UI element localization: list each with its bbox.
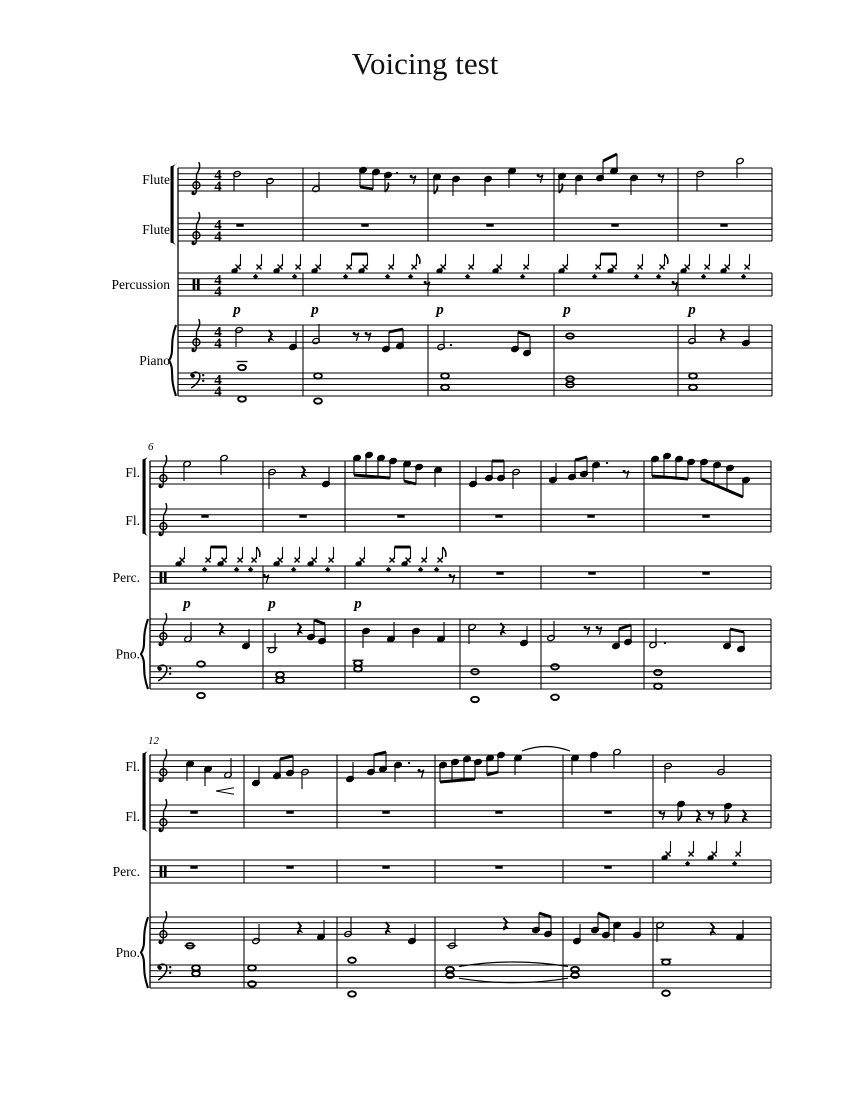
instrument-label bbox=[116, 647, 140, 662]
treble-clef-icon bbox=[192, 212, 200, 244]
beamed-notes bbox=[612, 625, 632, 650]
score-title: Voicing test bbox=[351, 46, 499, 81]
percussion-note bbox=[558, 254, 567, 273]
whole-note bbox=[192, 971, 200, 976]
augmentation-dot bbox=[664, 642, 666, 644]
whole-rest bbox=[201, 515, 208, 518]
instrument-label bbox=[125, 465, 140, 480]
svg-text:4: 4 bbox=[214, 283, 222, 300]
svg-text:p: p bbox=[233, 302, 241, 318]
treble-clef-icon bbox=[159, 911, 167, 943]
half-note bbox=[649, 628, 657, 649]
quarter-note bbox=[575, 174, 583, 195]
instrument-label bbox=[125, 513, 140, 528]
eighth-note bbox=[724, 802, 732, 823]
system-1 bbox=[112, 154, 773, 404]
percussion-note bbox=[291, 547, 300, 572]
percussion-note bbox=[707, 841, 716, 860]
svg-text:Perc.: Perc. bbox=[112, 570, 140, 586]
whole-note bbox=[654, 684, 662, 689]
augmentation-dot bbox=[396, 172, 398, 174]
svg-text:p: p bbox=[311, 302, 319, 318]
percussion-beamed-notes bbox=[592, 254, 617, 279]
dynamic-piano bbox=[231, 302, 241, 318]
whole-rest bbox=[588, 572, 595, 575]
half-note bbox=[266, 177, 274, 198]
dynamic-piano bbox=[352, 596, 362, 612]
staff-1-5 bbox=[178, 372, 772, 400]
tie bbox=[459, 962, 568, 967]
beamed-notes bbox=[651, 452, 695, 479]
half-note bbox=[268, 468, 276, 489]
whole-rest bbox=[236, 224, 243, 227]
svg-text:Fl.: Fl. bbox=[125, 465, 140, 481]
treble-clef-icon bbox=[159, 749, 167, 781]
whole-note bbox=[654, 670, 662, 675]
piano-brace bbox=[169, 325, 176, 396]
beamed-notes bbox=[307, 620, 326, 645]
whole-note bbox=[446, 973, 454, 978]
half-note bbox=[688, 324, 696, 345]
whole-note bbox=[192, 965, 200, 970]
percussion-note bbox=[273, 547, 282, 566]
quarter-note bbox=[289, 330, 297, 351]
percussion-note bbox=[661, 841, 670, 860]
whole-note bbox=[662, 959, 670, 964]
percussion-note bbox=[355, 547, 364, 566]
instrument-label bbox=[113, 570, 140, 585]
svg-text:4: 4 bbox=[214, 272, 222, 289]
quarter-note bbox=[204, 765, 212, 786]
eighth-rest bbox=[537, 174, 543, 183]
system-2 bbox=[113, 441, 771, 702]
whole-rest bbox=[190, 866, 197, 869]
percussion-note bbox=[418, 547, 427, 572]
bass-clef-icon bbox=[158, 964, 172, 980]
beamed-notes bbox=[382, 329, 404, 353]
whole-rest bbox=[397, 515, 404, 518]
percussion-note bbox=[253, 254, 262, 279]
whole-rest bbox=[587, 515, 594, 518]
half-note bbox=[220, 454, 228, 475]
treble-clef-icon bbox=[159, 613, 167, 645]
percussion-eighth-note bbox=[434, 547, 446, 572]
flute-group-bracket bbox=[143, 748, 150, 835]
whole-note bbox=[238, 365, 246, 370]
whole-rest bbox=[702, 572, 709, 575]
half-note bbox=[512, 468, 520, 489]
percussion-note bbox=[701, 254, 710, 279]
svg-text:4: 4 bbox=[214, 335, 222, 352]
half-note bbox=[312, 172, 320, 193]
half-note bbox=[613, 748, 621, 769]
quarter-note bbox=[252, 766, 260, 787]
treble-clef-icon bbox=[192, 319, 200, 351]
time-signature bbox=[214, 217, 222, 245]
whole-rest bbox=[720, 224, 727, 227]
percussion-note bbox=[685, 841, 694, 866]
percussion-note bbox=[741, 254, 750, 279]
svg-text:4: 4 bbox=[214, 167, 222, 184]
instrument-label bbox=[125, 759, 140, 774]
instrument-label bbox=[113, 864, 140, 879]
dynamic-piano bbox=[434, 302, 444, 318]
whole-rest bbox=[382, 811, 389, 814]
whole-note bbox=[571, 973, 579, 978]
whole-note bbox=[441, 373, 449, 378]
whole-rest bbox=[286, 811, 293, 814]
half-note bbox=[547, 621, 555, 642]
augmentation-dot bbox=[606, 462, 608, 464]
quarter-rest bbox=[711, 923, 714, 935]
staff-2-1 bbox=[125, 455, 771, 487]
eighth-rest bbox=[659, 811, 665, 820]
percussion-note bbox=[385, 254, 394, 279]
quarter-note bbox=[590, 751, 598, 772]
percussion-beamed-notes bbox=[202, 547, 227, 572]
whole-rest bbox=[382, 866, 389, 869]
svg-text:4: 4 bbox=[214, 324, 222, 341]
whole-rest bbox=[604, 866, 611, 869]
dynamic-piano bbox=[309, 302, 319, 318]
svg-text:p: p bbox=[183, 596, 191, 612]
percussion-note bbox=[234, 547, 243, 572]
eighth-rest bbox=[672, 281, 678, 290]
time-signature bbox=[214, 324, 222, 352]
half-note bbox=[468, 623, 476, 644]
eighth-rest bbox=[418, 769, 424, 778]
beamed-notes bbox=[353, 451, 397, 478]
staff-2-2 bbox=[125, 503, 771, 535]
instrument-label bbox=[125, 809, 140, 824]
svg-text:Piano: Piano bbox=[139, 353, 170, 369]
time-signature bbox=[214, 372, 222, 400]
percussion-note bbox=[732, 841, 741, 866]
half-note bbox=[437, 330, 445, 351]
staff-3-1 bbox=[125, 749, 771, 781]
percussion-note bbox=[492, 254, 501, 273]
svg-text:Pno.: Pno. bbox=[115, 945, 140, 961]
svg-text:Perc.: Perc. bbox=[112, 864, 140, 880]
tie bbox=[522, 747, 570, 752]
whole-rest bbox=[604, 811, 611, 814]
piano-brace bbox=[141, 917, 148, 988]
eighth-rest bbox=[708, 811, 714, 820]
eighth-rest bbox=[658, 174, 664, 183]
whole-note bbox=[566, 333, 574, 338]
crescendo-hairpin bbox=[216, 788, 234, 794]
treble-clef-icon bbox=[192, 162, 200, 194]
eighth-rest bbox=[424, 281, 430, 290]
quarter-note bbox=[630, 174, 638, 195]
whole-rest bbox=[361, 224, 368, 227]
svg-text:p: p bbox=[436, 302, 444, 318]
whole-note bbox=[471, 697, 479, 702]
quarter-note bbox=[613, 921, 621, 942]
eighth-rest bbox=[263, 574, 269, 583]
quarter-note bbox=[242, 629, 250, 650]
beamed-notes bbox=[568, 457, 588, 481]
percussion-note bbox=[634, 254, 643, 279]
staff-3-5 bbox=[150, 964, 771, 988]
instrument-label bbox=[112, 277, 171, 292]
whole-note bbox=[551, 695, 559, 700]
staff-1-4 bbox=[139, 319, 772, 368]
time-signature bbox=[214, 167, 222, 195]
percussion-note bbox=[520, 254, 529, 279]
percussion-note bbox=[307, 547, 316, 566]
svg-text:Fl.: Fl. bbox=[125, 513, 140, 529]
whole-note bbox=[354, 666, 362, 671]
percussion-note bbox=[231, 254, 240, 273]
percussion-note bbox=[436, 254, 445, 273]
dynamic-piano bbox=[181, 596, 191, 612]
flute-group-bracket bbox=[171, 161, 178, 248]
percussion-note bbox=[325, 547, 334, 572]
whole-note bbox=[348, 958, 356, 963]
svg-text:Flute: Flute bbox=[142, 172, 170, 188]
whole-note bbox=[197, 693, 205, 698]
half-note bbox=[301, 768, 309, 789]
percussion-note bbox=[175, 547, 184, 566]
whole-rest bbox=[495, 515, 502, 518]
staff-2-3 bbox=[113, 566, 771, 589]
beamed-notes bbox=[723, 629, 745, 653]
whole-note bbox=[238, 396, 246, 401]
whole-rest bbox=[495, 811, 502, 814]
treble-clef-icon bbox=[159, 503, 167, 535]
percussion-note bbox=[273, 254, 282, 273]
eighth-note bbox=[558, 172, 566, 193]
half-note bbox=[664, 762, 672, 783]
quarter-note bbox=[484, 175, 492, 196]
whole-note bbox=[276, 672, 284, 677]
whole-note bbox=[354, 660, 362, 665]
whole-note bbox=[248, 965, 256, 970]
augmentation-dot bbox=[450, 344, 452, 346]
whole-note bbox=[662, 991, 670, 996]
svg-text:Fl.: Fl. bbox=[125, 809, 140, 825]
treble-clef-icon bbox=[159, 455, 167, 487]
whole-note bbox=[314, 373, 322, 378]
whole-rest bbox=[702, 515, 709, 518]
instrument-label bbox=[116, 945, 140, 960]
svg-text:Flute: Flute bbox=[142, 222, 170, 238]
svg-text:Pno.: Pno. bbox=[115, 646, 140, 662]
treble-clef-icon bbox=[159, 799, 167, 831]
whole-note bbox=[571, 967, 579, 972]
percussion-note bbox=[465, 254, 474, 279]
beamed-notes bbox=[700, 458, 750, 497]
svg-text:4: 4 bbox=[214, 217, 222, 234]
svg-text:4: 4 bbox=[214, 228, 222, 245]
whole-note bbox=[197, 661, 205, 666]
svg-text:p: p bbox=[268, 596, 276, 612]
quarter-note bbox=[362, 627, 370, 648]
whole-rest bbox=[486, 224, 493, 227]
svg-text:Percussion: Percussion bbox=[111, 277, 170, 293]
percussion-note bbox=[720, 254, 729, 273]
percussion-eighth-note bbox=[248, 547, 260, 572]
instrument-label bbox=[142, 222, 170, 237]
dynamic-piano bbox=[686, 302, 696, 318]
eighth-note bbox=[384, 171, 392, 192]
staff-1-3 bbox=[112, 272, 773, 300]
quarter-note bbox=[549, 463, 557, 484]
svg-text:Fl.: Fl. bbox=[125, 759, 140, 775]
bass-clef-icon bbox=[158, 665, 172, 681]
percussion-note bbox=[292, 254, 301, 279]
staff-3-3 bbox=[113, 860, 771, 883]
svg-text:12: 12 bbox=[148, 735, 159, 747]
dynamic-piano bbox=[266, 596, 276, 612]
whole-rest bbox=[495, 866, 502, 869]
quarter-note bbox=[469, 467, 477, 488]
augmentation-dot bbox=[408, 762, 410, 764]
percussion-beamed-notes bbox=[386, 547, 411, 572]
percussion-note bbox=[680, 254, 689, 273]
percussion-beamed-notes bbox=[343, 254, 368, 279]
svg-text:4: 4 bbox=[214, 372, 222, 389]
piano-brace bbox=[141, 619, 148, 689]
svg-text:p: p bbox=[688, 302, 696, 318]
svg-text:p: p bbox=[354, 596, 362, 612]
beamed-notes bbox=[273, 756, 294, 780]
whole-note bbox=[689, 385, 697, 390]
bass-clef-icon bbox=[191, 372, 205, 388]
whole-rest bbox=[190, 811, 197, 814]
whole-rest bbox=[286, 866, 293, 869]
instrument-label bbox=[139, 353, 170, 368]
whole-rest bbox=[611, 224, 618, 227]
whole-note bbox=[248, 981, 256, 986]
whole-note bbox=[441, 385, 449, 390]
eighth-rest bbox=[449, 574, 455, 583]
quarter-note bbox=[452, 175, 460, 196]
percussion-note bbox=[311, 254, 320, 273]
system-3 bbox=[113, 735, 771, 997]
beamed-notes bbox=[511, 332, 531, 357]
quarter-note bbox=[412, 627, 420, 648]
svg-text:p: p bbox=[563, 302, 571, 318]
quarter-note bbox=[322, 467, 330, 488]
whole-note bbox=[314, 398, 322, 403]
whole-rest bbox=[496, 572, 503, 575]
quarter-note bbox=[394, 761, 402, 782]
staff-3-2 bbox=[125, 799, 771, 831]
half-note bbox=[656, 921, 664, 942]
eighth-rest bbox=[623, 470, 629, 479]
time-signature bbox=[214, 272, 222, 300]
dynamic-piano bbox=[561, 302, 571, 318]
instrument-label bbox=[142, 172, 170, 187]
whole-note bbox=[689, 373, 697, 378]
percussion-eighth-note bbox=[408, 254, 420, 279]
svg-text:6: 6 bbox=[148, 441, 154, 453]
whole-note bbox=[348, 991, 356, 996]
half-note bbox=[312, 324, 320, 345]
whole-rest bbox=[299, 515, 306, 518]
staff-3-4 bbox=[116, 911, 771, 960]
whole-note bbox=[446, 967, 454, 972]
svg-text:4: 4 bbox=[214, 383, 222, 400]
whole-note bbox=[551, 664, 559, 669]
svg-text:4: 4 bbox=[214, 178, 222, 195]
quarter-note bbox=[592, 461, 600, 482]
whole-note bbox=[276, 678, 284, 683]
percussion-eighth-note bbox=[656, 254, 668, 279]
flute-group-bracket bbox=[143, 454, 150, 539]
